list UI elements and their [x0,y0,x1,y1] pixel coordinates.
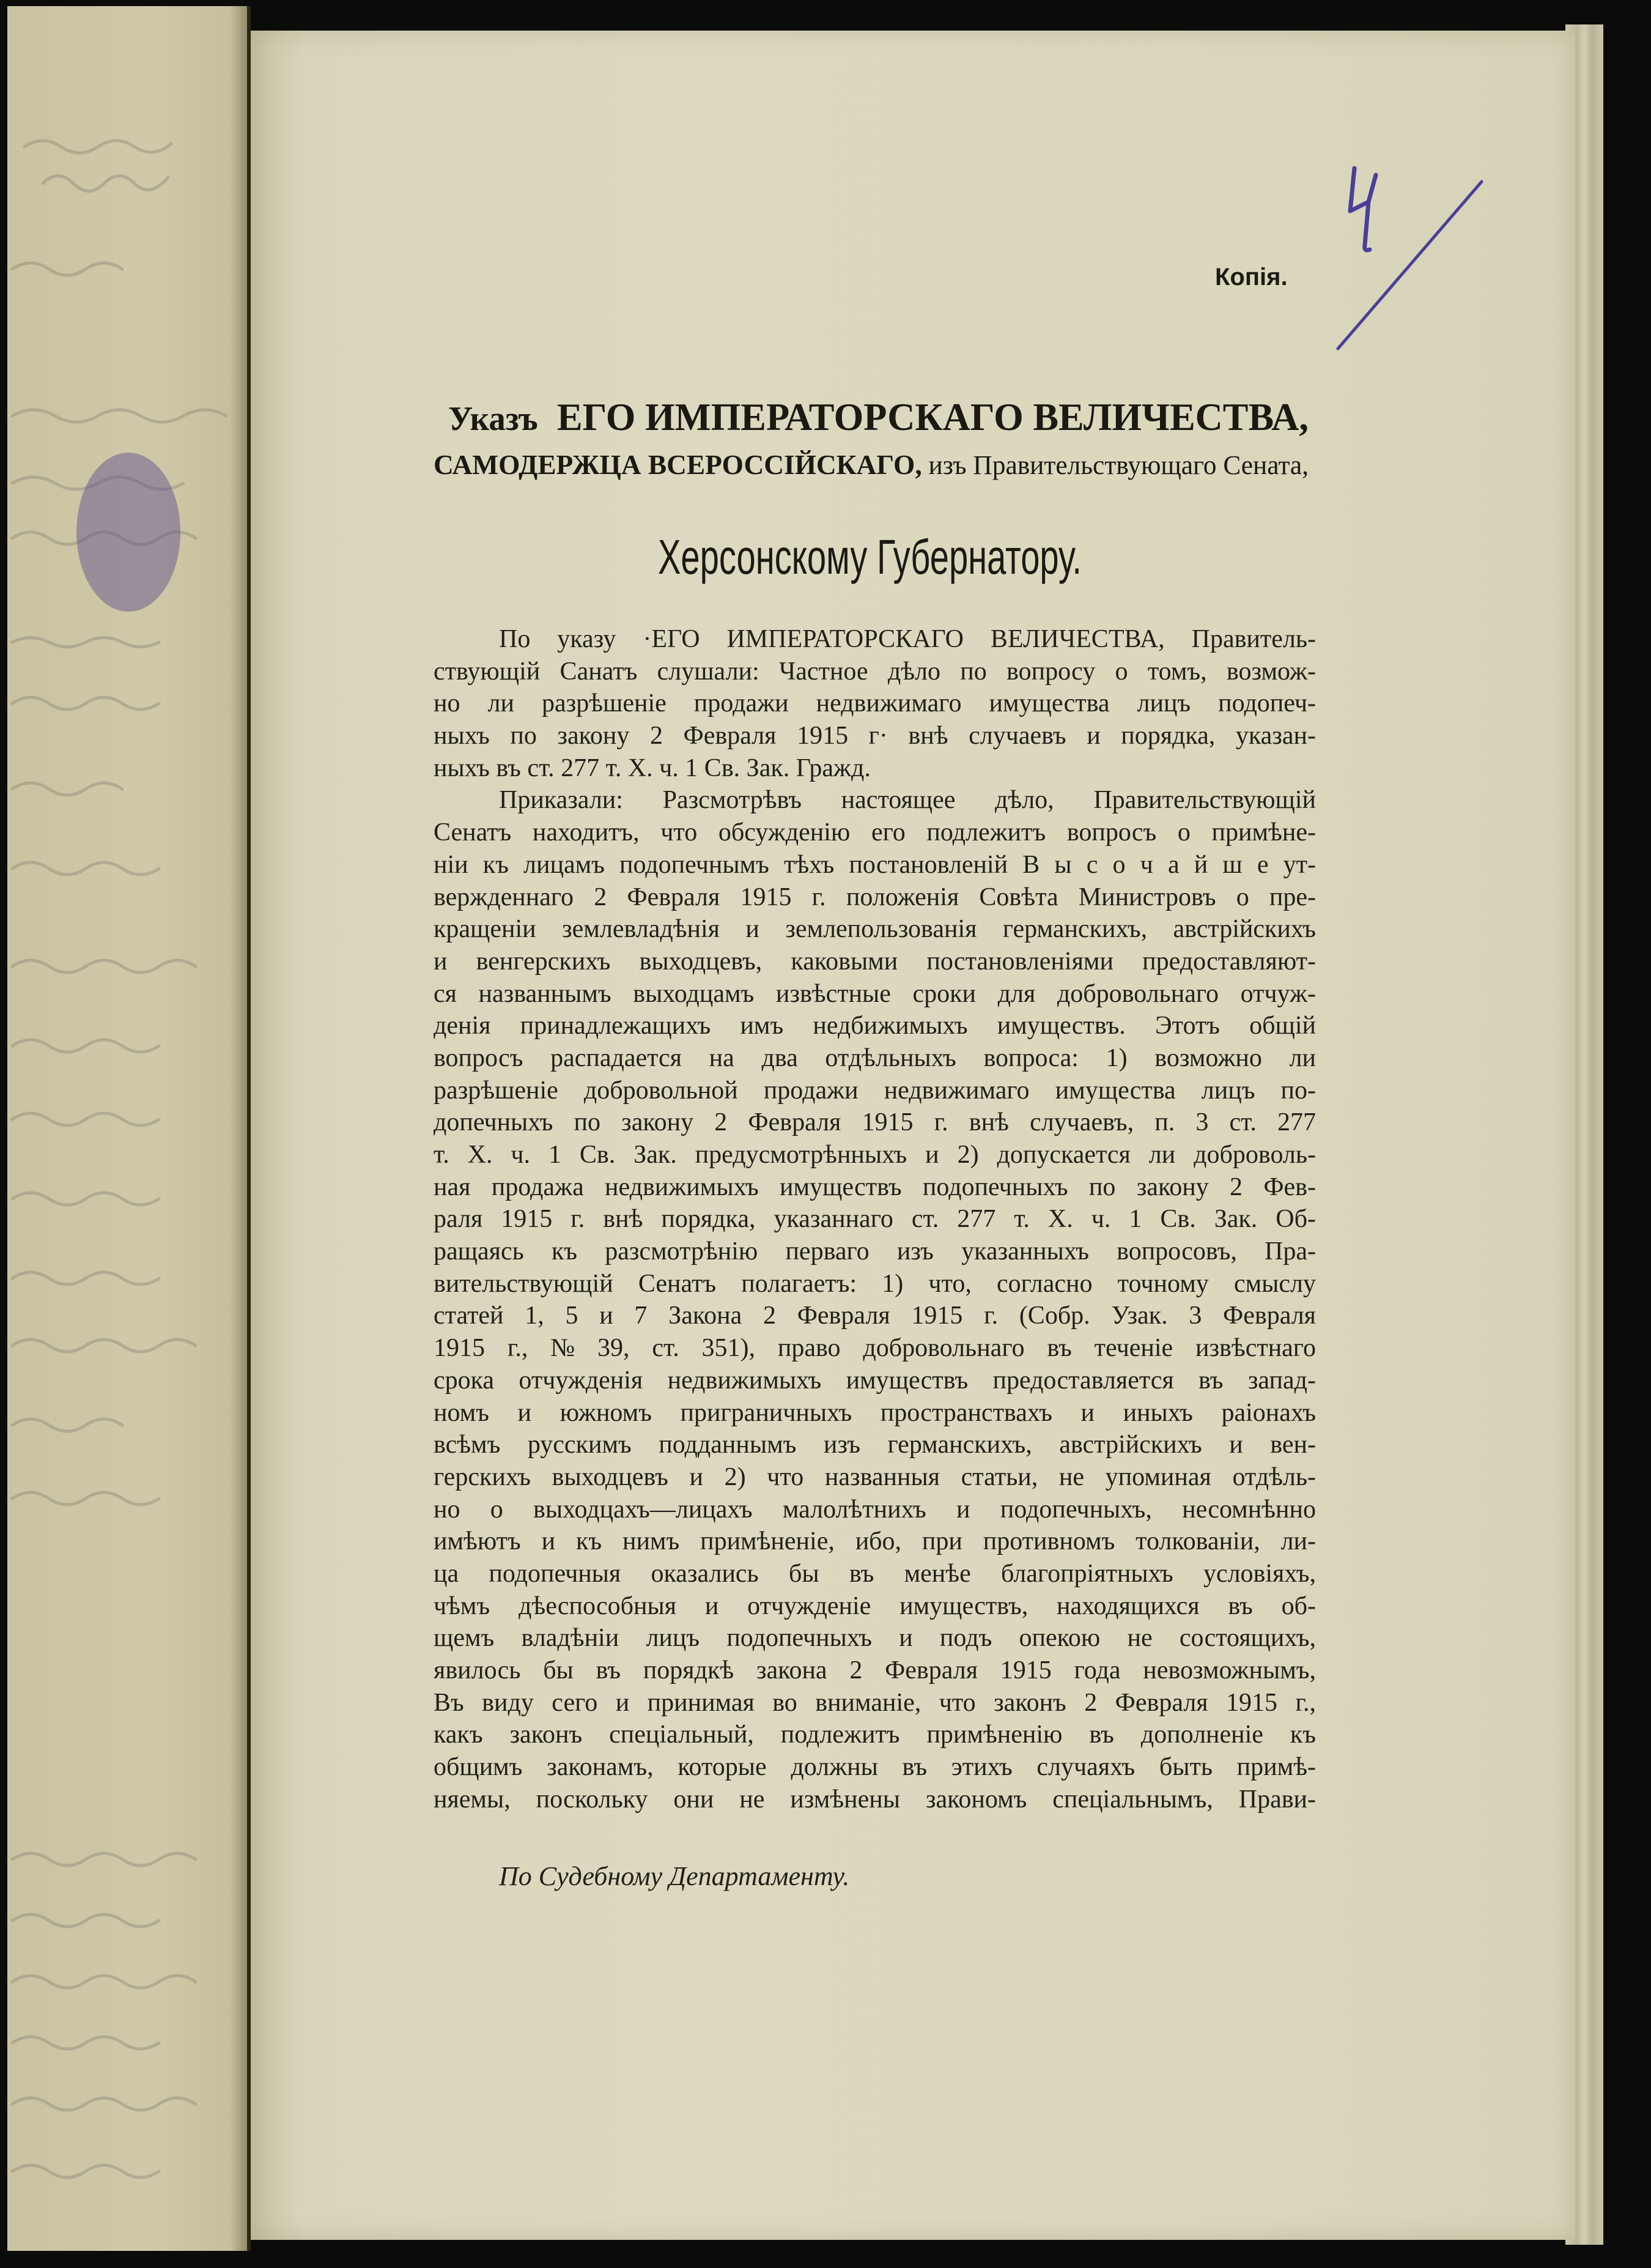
decree-title-line-1 [448,393,1309,441]
body-line-text: какъ законъ спеціальный, подлежитъ примѣненію въ дополненіе къ [434,1721,1316,1749]
body-line [434,1397,1316,1429]
body-line-text: статей 1, 5 и 7 Закона 2 Февраля 1915 г. (Собр. Узак. 3 Февраля [434,1302,1316,1330]
body-line [499,623,1316,656]
body-line-text: раля 1915 г. внѣ порядка, указаннаго ст. 277 т. Х. ч. 1 Св. Зак. Об- [434,1205,1316,1234]
title-word-ukaz: Указъ [448,400,538,438]
body-line-text: Сенатъ находитъ, что обсужденію его подлежитъ вопросъ о примѣне- [434,818,1316,847]
body-line-text: ніи къ лицамъ подопечнымъ тѣхъ постановленій В ы с о ч а й ш е ут- [434,850,1316,879]
body-line [434,1106,1316,1139]
body-line-text: ся названнымъ выходцамъ извѣстные сроки для добровольнаго отчуж- [434,979,1316,1008]
body-line-text: срока отчужденія недвижимыхъ имуществъ предоставляется въ запад- [434,1366,1316,1395]
body-line-text: Въ виду сего и принимая во вниманіе, что законъ 2 Февраля 1915 г., [434,1688,1316,1717]
body-line-text: денія принадлежащихъ имъ недбижимыхъ имуществъ. Этотъ общій [434,1012,1316,1040]
body-line-text: Приказали: Разсмотрѣвъ настоящее дѣло, Правительствующій [499,786,1316,815]
body-line [434,1429,1316,1461]
body-line-text: По указу ·ЕГО ИМПЕРАТОРСКАГО ВЕЛИЧЕСТВА, Правитель- [499,625,1316,653]
body-line-text: вительствующій Сенатъ полагаетъ: 1) что, согласно точному смыслу [434,1269,1316,1298]
body-line [434,1332,1316,1365]
body-line-text: но о выходцахъ—лицахъ малолѣтнихъ и подопечныхъ, несомнѣнно [434,1495,1316,1524]
body-line-text: явилось бы въ порядкѣ закона 2 Февраля 1915 года невозможнымъ, [434,1656,1316,1684]
body-line-text: ращаясь къ разсмотрѣнію перваго изъ указанныхъ вопросовъ, Пра- [434,1237,1316,1266]
body-line [434,656,1316,688]
body-line [434,913,1316,946]
body-line-text: и венгерскихъ выходцевъ, каковыми постановленіями предоставляют- [434,947,1316,976]
decree-title-line-2 [434,448,1309,481]
body-line [434,1300,1316,1332]
body-line-text: щемъ владѣніи лицъ подопечныхъ и подъ опекою не состоящихъ, [434,1624,1316,1653]
body-line-text: герскихъ выходцевъ и 2) что названныя статьи, не упоминая отдѣль- [434,1462,1316,1491]
body-line [434,1751,1316,1784]
body-line-text: ныхъ въ ст. 277 т. Х. ч. 1 Св. Зак. Гражд. [434,754,871,782]
body-line-text: 1915 г., № 39, ст. 351), право добровольнаго въ теченіе извѣстнаго [434,1334,1316,1363]
body-line [434,881,1316,914]
body-line [434,1590,1316,1623]
body-line [499,784,1316,817]
body-line-text: ца подопечныя оказались бы въ менѣе благопріятныхъ условіяхъ, [434,1559,1316,1588]
body-line-text: няемы, поскольку они не измѣнены закономъ спеціальнымъ, Прави- [434,1785,1316,1814]
body-line [434,752,1316,785]
previous-page-edge [7,6,249,2251]
body-line [434,1784,1316,1816]
body-line [434,978,1316,1010]
body-line-text: ствующій Санатъ слушали: Частное дѣло по вопросу о томъ, возмож- [434,657,1316,686]
body-line [434,1365,1316,1397]
body-line-text: вопросъ распадается на два отдѣльныхъ вопроса: 1) возможно ли [434,1043,1316,1072]
body-line [434,720,1316,752]
body-line-text: общимъ законамъ, которые должны въ этихъ случаяхъ быть примѣ- [434,1753,1316,1782]
body-line [434,1558,1316,1590]
addressee-heading [658,529,1082,585]
title-autocrat: САМОДЕРЖЦА ВСЕРОССІЙСКАГО, [434,449,922,480]
body-line [434,1719,1316,1751]
body-line [434,1203,1316,1236]
body-line-text: имѣютъ и къ нимъ примѣненіе, ибо, при противномъ толкованіи, ли- [434,1527,1316,1556]
copy-mark [1215,263,1288,291]
body-line [434,1010,1316,1042]
copy-mark-text: Копія. [1215,264,1288,291]
body-line [434,1461,1316,1494]
decree-body [434,623,1316,1815]
body-line-text: т. Х. ч. 1 Св. Зак. предусмотрѣнныхъ и 2) допускается ли доброволь- [434,1141,1316,1169]
title-majesty: ЕГО ИМПЕРАТОРСКАГО ВЕЛИЧЕСТВА, [556,395,1309,439]
body-line [434,1525,1316,1558]
body-line [434,1622,1316,1655]
body-line [434,1075,1316,1107]
body-line [434,1687,1316,1719]
body-line-text: номъ и южномъ приграничныхъ пространствахъ и иныхъ раіонахъ [434,1398,1316,1427]
body-line-text: вержденнаго 2 Февраля 1915 г. положенія Совѣта Министровъ о пре- [434,883,1316,911]
body-line-text: ныхъ по закону 2 Февраля 1915 г· внѣ случаевъ и порядка, указан- [434,722,1316,750]
body-line [434,817,1316,849]
body-line-text: чѣмъ дѣеспособныя и отчужденіе имуществъ, находящихся въ об- [434,1592,1316,1620]
body-line-text: ная продажа недвижимыхъ имуществъ подопечныхъ по закону 2 Фев- [434,1173,1316,1201]
body-line [434,1139,1316,1171]
body-line-text: разрѣшеніе добровольной продажи недвижимаго имущества лицъ по- [434,1076,1316,1105]
body-line [434,946,1316,978]
body-line [434,1268,1316,1300]
body-line [434,1236,1316,1268]
body-line [434,1042,1316,1075]
body-line-text: допечныхъ по закону 2 Февраля 1915 г. внѣ случаевъ, п. 3 ст. 277 [434,1108,1316,1137]
body-line-text: всѣмъ русскимъ подданнымъ изъ германскихъ, австрійскихъ и вен- [434,1431,1316,1459]
footer-text: По Судебному Департаменту. [499,1861,850,1891]
body-line [434,849,1316,881]
body-line-text: кращеніи землевладѣнія и землепользованія германскихъ, австрійскихъ [434,915,1316,944]
department-footer [499,1859,854,1894]
body-line [434,687,1316,720]
body-line-text: но ли разрѣшеніе продажи недвижимаго имущества лицъ подопеч- [434,689,1316,718]
body-line [434,1655,1316,1687]
addressee-text: Херсонскому Губернатору. [658,530,1082,584]
title-senate: изъ Правительствующаго Сената, [928,450,1309,480]
body-line [434,1171,1316,1204]
body-line [434,1494,1316,1526]
